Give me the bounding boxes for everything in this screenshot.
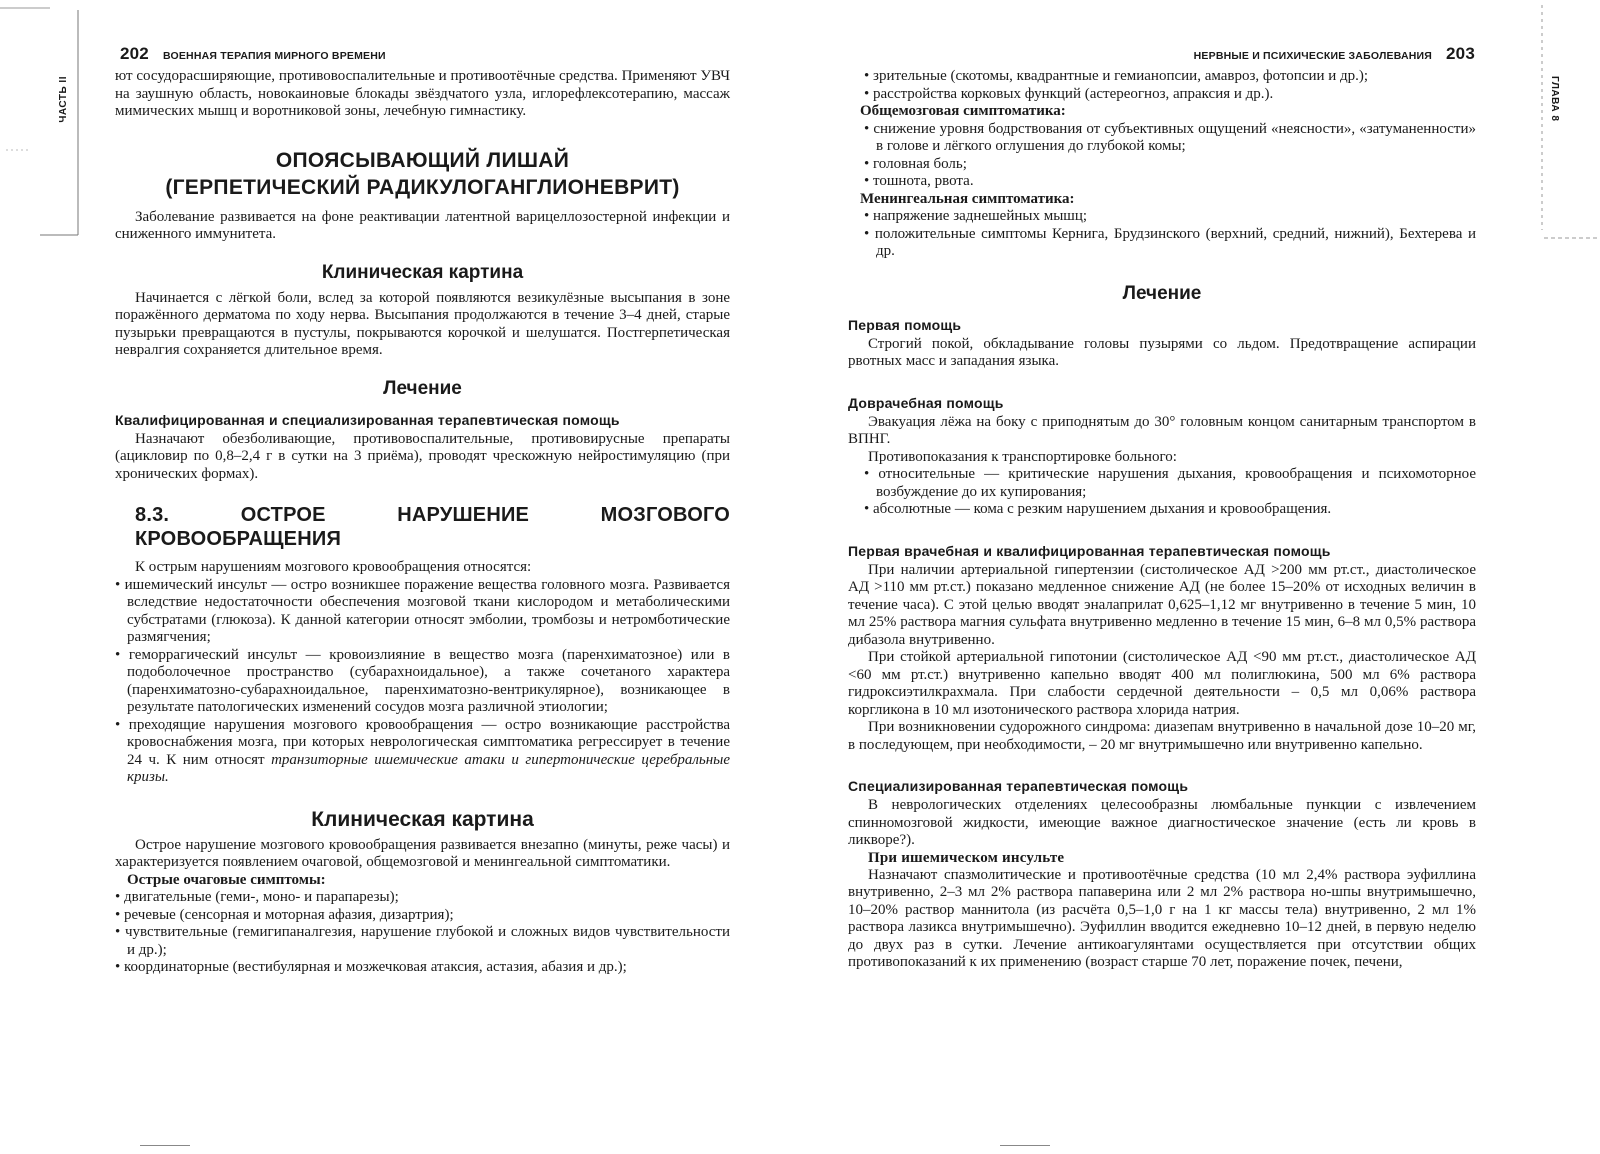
chapter-tab: ГЛАВА 8: [1549, 76, 1560, 122]
bullet-list: [848, 466, 1476, 519]
right-column: [848, 68, 1476, 972]
right-page: [800, 0, 1600, 1154]
page-edge-decoration: [1540, 0, 1600, 245]
bullet-list: [848, 121, 1476, 191]
paragraph: К острым нарушениям мозгового кровообращения относятся:: [135, 559, 532, 575]
subsection-heading: Специализированная терапевтическая помощь: [848, 778, 1189, 794]
section-heading: Лечение: [383, 377, 462, 399]
subsection-heading: При ишемическом инсульте: [868, 849, 1065, 866]
list-item: • снижение уровня бодрствования от субъективных ощущений «неясности», «затуманенности» в голове и лёгкого оглушения до глубокой комы;: [848, 121, 1476, 156]
subsection-heading: Квалифицированная и специализированная терапевтическая помощь: [115, 411, 620, 428]
list-item: • расстройства корковых функций (астереогноз, апраксия и др.).: [848, 86, 1476, 104]
part-tab: ЧАСТЬ II: [58, 76, 69, 123]
paragraph: Эвакуация лёжа на боку с приподнятым до 30° головным концом санитарным транспортом в ВПНГ.: [848, 413, 1476, 447]
paragraph: При наличии артериальной гипертензии (систолическое АД >200 мм рт.ст., диастолическое АД >110 мм рт.ст.) показано медленное снижение АД (не более 15–20% от исходных величин в течение часа). С этой целью вводят эналаприлат 0,625–1,12 мг внутривенно в течение 5 мин, 10 мл 25% раствора магния сульфата внутривенно медленно в течение 15 мин, 6–8 мл 0,5% раствора дибазола внутривенно.: [848, 561, 1476, 648]
section-heading: Лечение: [1122, 282, 1202, 304]
subsection-heading: Доврачебная помощь: [848, 394, 1004, 411]
list-item: • речевые (сенсорная и моторная афазия, дизартрия);: [115, 907, 730, 925]
page-number: 203: [1446, 44, 1475, 63]
subsection-heading: Первая помощь: [848, 316, 962, 333]
list-item: • координаторные (вестибулярная и мозжечковая атаксия, астазия, абазия и др.);: [115, 959, 730, 977]
list-item: [115, 717, 730, 787]
bullet-list: [115, 577, 730, 787]
bullet-list: [848, 208, 1476, 261]
list-item: • ишемический инсульт — остро возникшее поражение вещества головного мозга. Развивается вследствие недостаточности обеспечения мозговой ткани кислородом и метаболическими субстратами (глюкоза). К данной категории относят эмболии, тромбозы и нетромботические размягчения;: [115, 577, 730, 647]
subsection-heading: Первая врачебная и квалифицированная терапевтическая помощь: [848, 542, 1331, 559]
paragraph: При стойкой артериальной гипотонии (систолическое АД <90 мм рт.ст., диастолическое АД <60 мм рт.ст.) внутривенно капельно вводят 400 мл полиглюкина, 500 мл 6% раствора гидроксиэтилкрахмала. При слабости сердечной деятельности – 0,5 мл 0,06% раствора коргликона в 10 мл изотонического раствора хлорида натрия.: [848, 649, 1476, 718]
paragraph: Назначают спазмолитические и противоотёчные средства (10 мл 2,4% раствора эуфиллина внутривенно, 2–3 мл 2% раствора папаверина или 2 мл 2% раствора но-шпы внутримышечно, 10–20% раствор маннитола (из расчёта 0,5–1,0 г на 1 кг массы тела) внутривенно, 2 мл 1% раствора лазикса внутримышечно). Эуфиллин вводится ежедневно 10–12 дней, в первую неделю до двух раз в сутки. Лечение антикоагулянтами осуществляется при отсутствии общих противопоказаний к их применению (возраст старше 70 лет, поражение почек, печени,: [848, 866, 1476, 970]
paragraph: В неврологических отделениях целесообразны люмбальные пункции с извлечением спинномозговой жидкости, имеющие важное диагностическое значение (есть ли кровь в ликворе?).: [848, 797, 1476, 848]
list-item: • головная боль;: [848, 156, 1476, 174]
bullet-list: [115, 889, 730, 977]
list-heading: Общемозговая симптоматика:: [860, 103, 1066, 119]
running-head-title: ВОЕННАЯ ТЕРАПИЯ МИРНОГО ВРЕМЕНИ: [162, 50, 386, 62]
list-heading: Острые очаговые симптомы:: [127, 871, 326, 888]
list-item-text: преходящие нарушения мозгового кровообращения — остро возникающие расстройства кровоснабжения мозга, при которых неврологическая симптоматика регрессирует в течение 24 ч. К ним относят: [127, 716, 730, 768]
paragraph: Противопоказания к транспортировке больного:: [868, 448, 1177, 465]
list-heading: Менингеальная симптоматика:: [860, 190, 1075, 207]
list-item: • абсолютные — кома с резким нарушением дыхания и кровообращения.: [848, 501, 1476, 519]
bullet-list: [848, 68, 1476, 103]
list-item: • относительные — критические нарушения дыхания, кровообращения и психомоторное возбуждение до их купирования;: [848, 466, 1476, 501]
paragraph: Заболевание развивается на фоне реактивации латентной варицеллозостерной инфекции и сниженного иммунитета.: [115, 208, 730, 242]
list-item: • зрительные (скотомы, квадрантные и гемианопсии, амавроз, фотопсии и др.);: [848, 68, 1476, 86]
list-item: • двигательные (геми-, моно- и парапарезы);: [115, 889, 730, 907]
section-title: 8.3. ОСТРОЕ НАРУШЕНИЕ МОЗГОВОГО КРОВООБРАЩЕНИЯ: [135, 504, 730, 550]
section-heading: Клиническая картина: [321, 261, 524, 283]
chapter-title-line: (ГЕРПЕТИЧЕСКИЙ РАДИКУЛОГАНГЛИОНЕВРИТ): [165, 175, 680, 199]
list-item: • чувствительные (гемигипаналгезия, нарушение глубокой и сложных видов чувствительности и др.);: [115, 924, 730, 959]
chapter-title-line: ОПОЯСЫВАЮЩИЙ ЛИШАЙ: [275, 148, 570, 172]
list-item: • напряжение заднешейных мышц;: [848, 208, 1476, 226]
footer-rule: [140, 1145, 190, 1146]
list-item: • геморрагический инсульт — кровоизлияние в вещество мозга (паренхиматозное) или в подоболочечное пространство (субарахноидальное), а также сочетаного характера (паренхиматозно-субарахноидальное, паренхиматозно-вентрикулярное), возникающее в результате патологических изменений сосудов мозга различной этиологии;: [115, 647, 730, 717]
footer-rule: [1000, 1145, 1050, 1146]
intro-paragraph: ют сосудорасширяющие, противовоспалительные и противоотёчные средства. Применяют УВЧ на заушную область, новокаиновые блокады звёздчатого узла, иглорефлексотерапию, массаж мимических мышц и воротниковой зоны, лечебную гимнастику.: [115, 68, 730, 119]
chapter-title: [115, 147, 730, 201]
list-item-italic: транзиторные ишемические атаки и гипертонические церебральные кризы.: [127, 751, 730, 785]
running-head-title: НЕРВНЫЕ И ПСИХИЧЕСКИЕ ЗАБОЛЕВАНИЯ: [1193, 50, 1433, 62]
paragraph: Начинается с лёгкой боли, вслед за которой появляются везикулёзные высыпания в зоне поражённого дерматома по ходу нерва. Высыпания продолжаются в течение 3–4 дней, старые пузырьки превращаются в пустулы, покрываются корочкой и шелушатся. Постгерпетическая невралгия сохраняется длительное время.: [115, 289, 730, 358]
running-head: [120, 44, 386, 64]
paragraph: Строгий покой, обкладывание головы пузырями со льдом. Предотвращение аспирации рвотных масс и западания языка.: [848, 335, 1476, 369]
list-item: • тошнота, рвота.: [848, 173, 1476, 191]
page-number: 202: [120, 44, 149, 63]
paragraph: Острое нарушение мозгового кровообращения развивается внезапно (минуты, реже часы) и характеризуется появлением очаговой, общемозговой и менингеальной симптоматики.: [115, 836, 730, 870]
paragraph: Назначают обезболивающие, противовоспалительные, противовирусные препараты (ацикловир по 0,8–2,4 г в сутки на 3 приёма), проводят чрескожную нейростимуляцию (при хронических формах).: [115, 430, 730, 482]
left-column: [115, 68, 730, 977]
paragraph: При возникновении судорожного синдрома: диазепам внутривенно в начальной дозе 10–20 мг, в последующем, при необходимости, – 20 мг внутримышечно или внутривенно капельно.: [848, 719, 1476, 753]
running-head: [1194, 44, 1475, 64]
section-heading: Клиническая картина: [311, 807, 534, 831]
list-item: • положительные симптомы Кернига, Брудзинского (верхний, средний, нижний), Бехтерева и др.: [848, 226, 1476, 261]
